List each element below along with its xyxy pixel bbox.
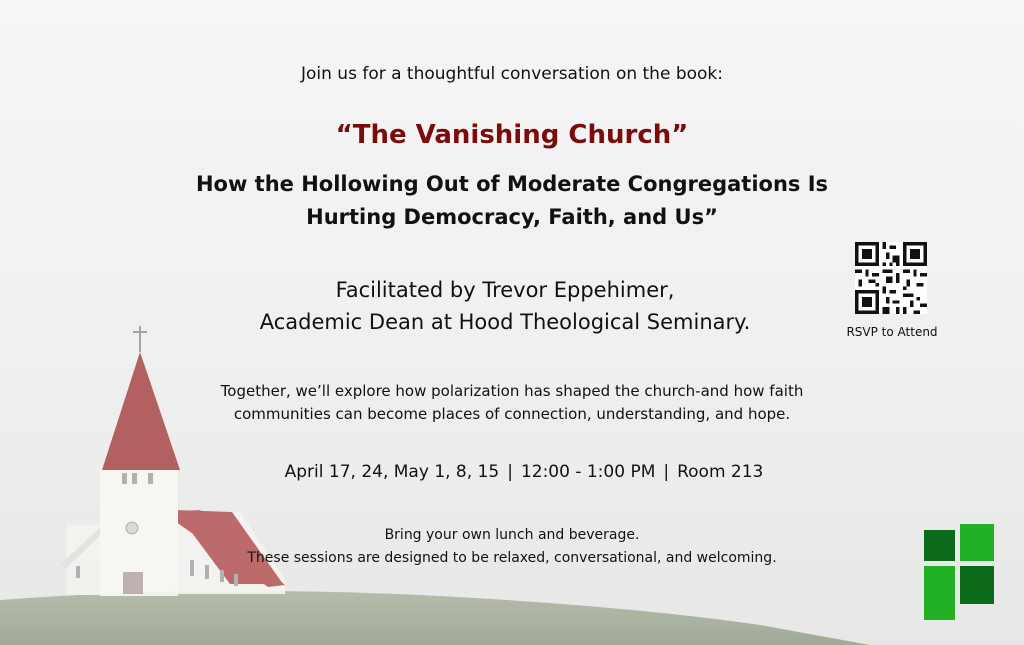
logo-square-top-left — [924, 530, 955, 561]
event-schedule — [0, 462, 1024, 482]
event-time: 12:00 - 1:00 PM — [520, 462, 656, 482]
description-line: Together, we’ll explore how polarization has shaped the church-and how faith — [220, 382, 804, 400]
rsvp-label: RSVP to Attend — [846, 325, 938, 339]
logistics-line: These sessions are designed to be relaxed, conversational, and welcoming. — [247, 550, 777, 566]
subtitle-line: Hurting Democracy, Faith, and Us” — [306, 205, 718, 229]
event-description — [0, 380, 1024, 426]
separator: | — [507, 462, 513, 482]
logo-square-bottom-left — [924, 566, 955, 620]
separator: | — [663, 462, 670, 482]
seminary-logo-icon — [924, 524, 994, 620]
event-room: Room 213 — [677, 462, 764, 482]
event-logistics — [0, 524, 1024, 570]
logo-square-top-right — [960, 524, 994, 561]
logo-square-bottom-right — [960, 566, 994, 604]
facilitator-line: Facilitated by Trevor Eppehimer, — [335, 278, 675, 302]
logistics-line: Bring your own lunch and beverage. — [384, 527, 640, 543]
subtitle-line: How the Hollowing Out of Moderate Congregations Is — [195, 172, 829, 196]
event-dates: April 17, 24, May 1, 8, 15 — [284, 462, 500, 482]
book-title: “The Vanishing Church” — [335, 120, 689, 150]
book-subtitle — [0, 168, 1024, 234]
intro-text: Join us for a thoughtful conversation on the book: — [300, 64, 723, 84]
rsvp-qr-code[interactable] — [855, 242, 927, 314]
description-line: communities can become places of connection, understanding, and hope. — [233, 405, 791, 423]
facilitator-line: Academic Dean at Hood Theological Seminary. — [259, 310, 751, 334]
